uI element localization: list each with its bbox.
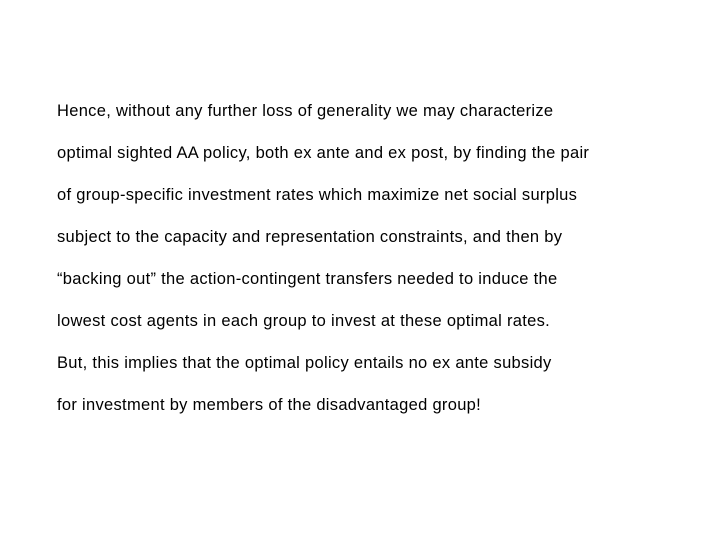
text-line-1: Hence, without any further loss of generality we may characterize xyxy=(57,102,554,120)
text-line-4: subject to the capacity and representation constraints, and then by xyxy=(57,228,563,246)
text-line-5: “backing out” the action-contingent transfers needed to induce the xyxy=(57,270,558,288)
text-line-6: lowest cost agents in each group to invest at these optimal rates. xyxy=(57,312,551,330)
text-line-7: But, this implies that the optimal policy entails no ex ante subsidy xyxy=(57,354,552,372)
body-paragraph xyxy=(57,90,697,426)
text-line-2: optimal sighted AA policy, both ex ante and ex post, by finding the pair xyxy=(57,144,590,162)
text-line-3: of group-specific investment rates which maximize net social surplus xyxy=(57,186,578,204)
text-line-8: for investment by members of the disadvantaged group! xyxy=(57,396,482,414)
